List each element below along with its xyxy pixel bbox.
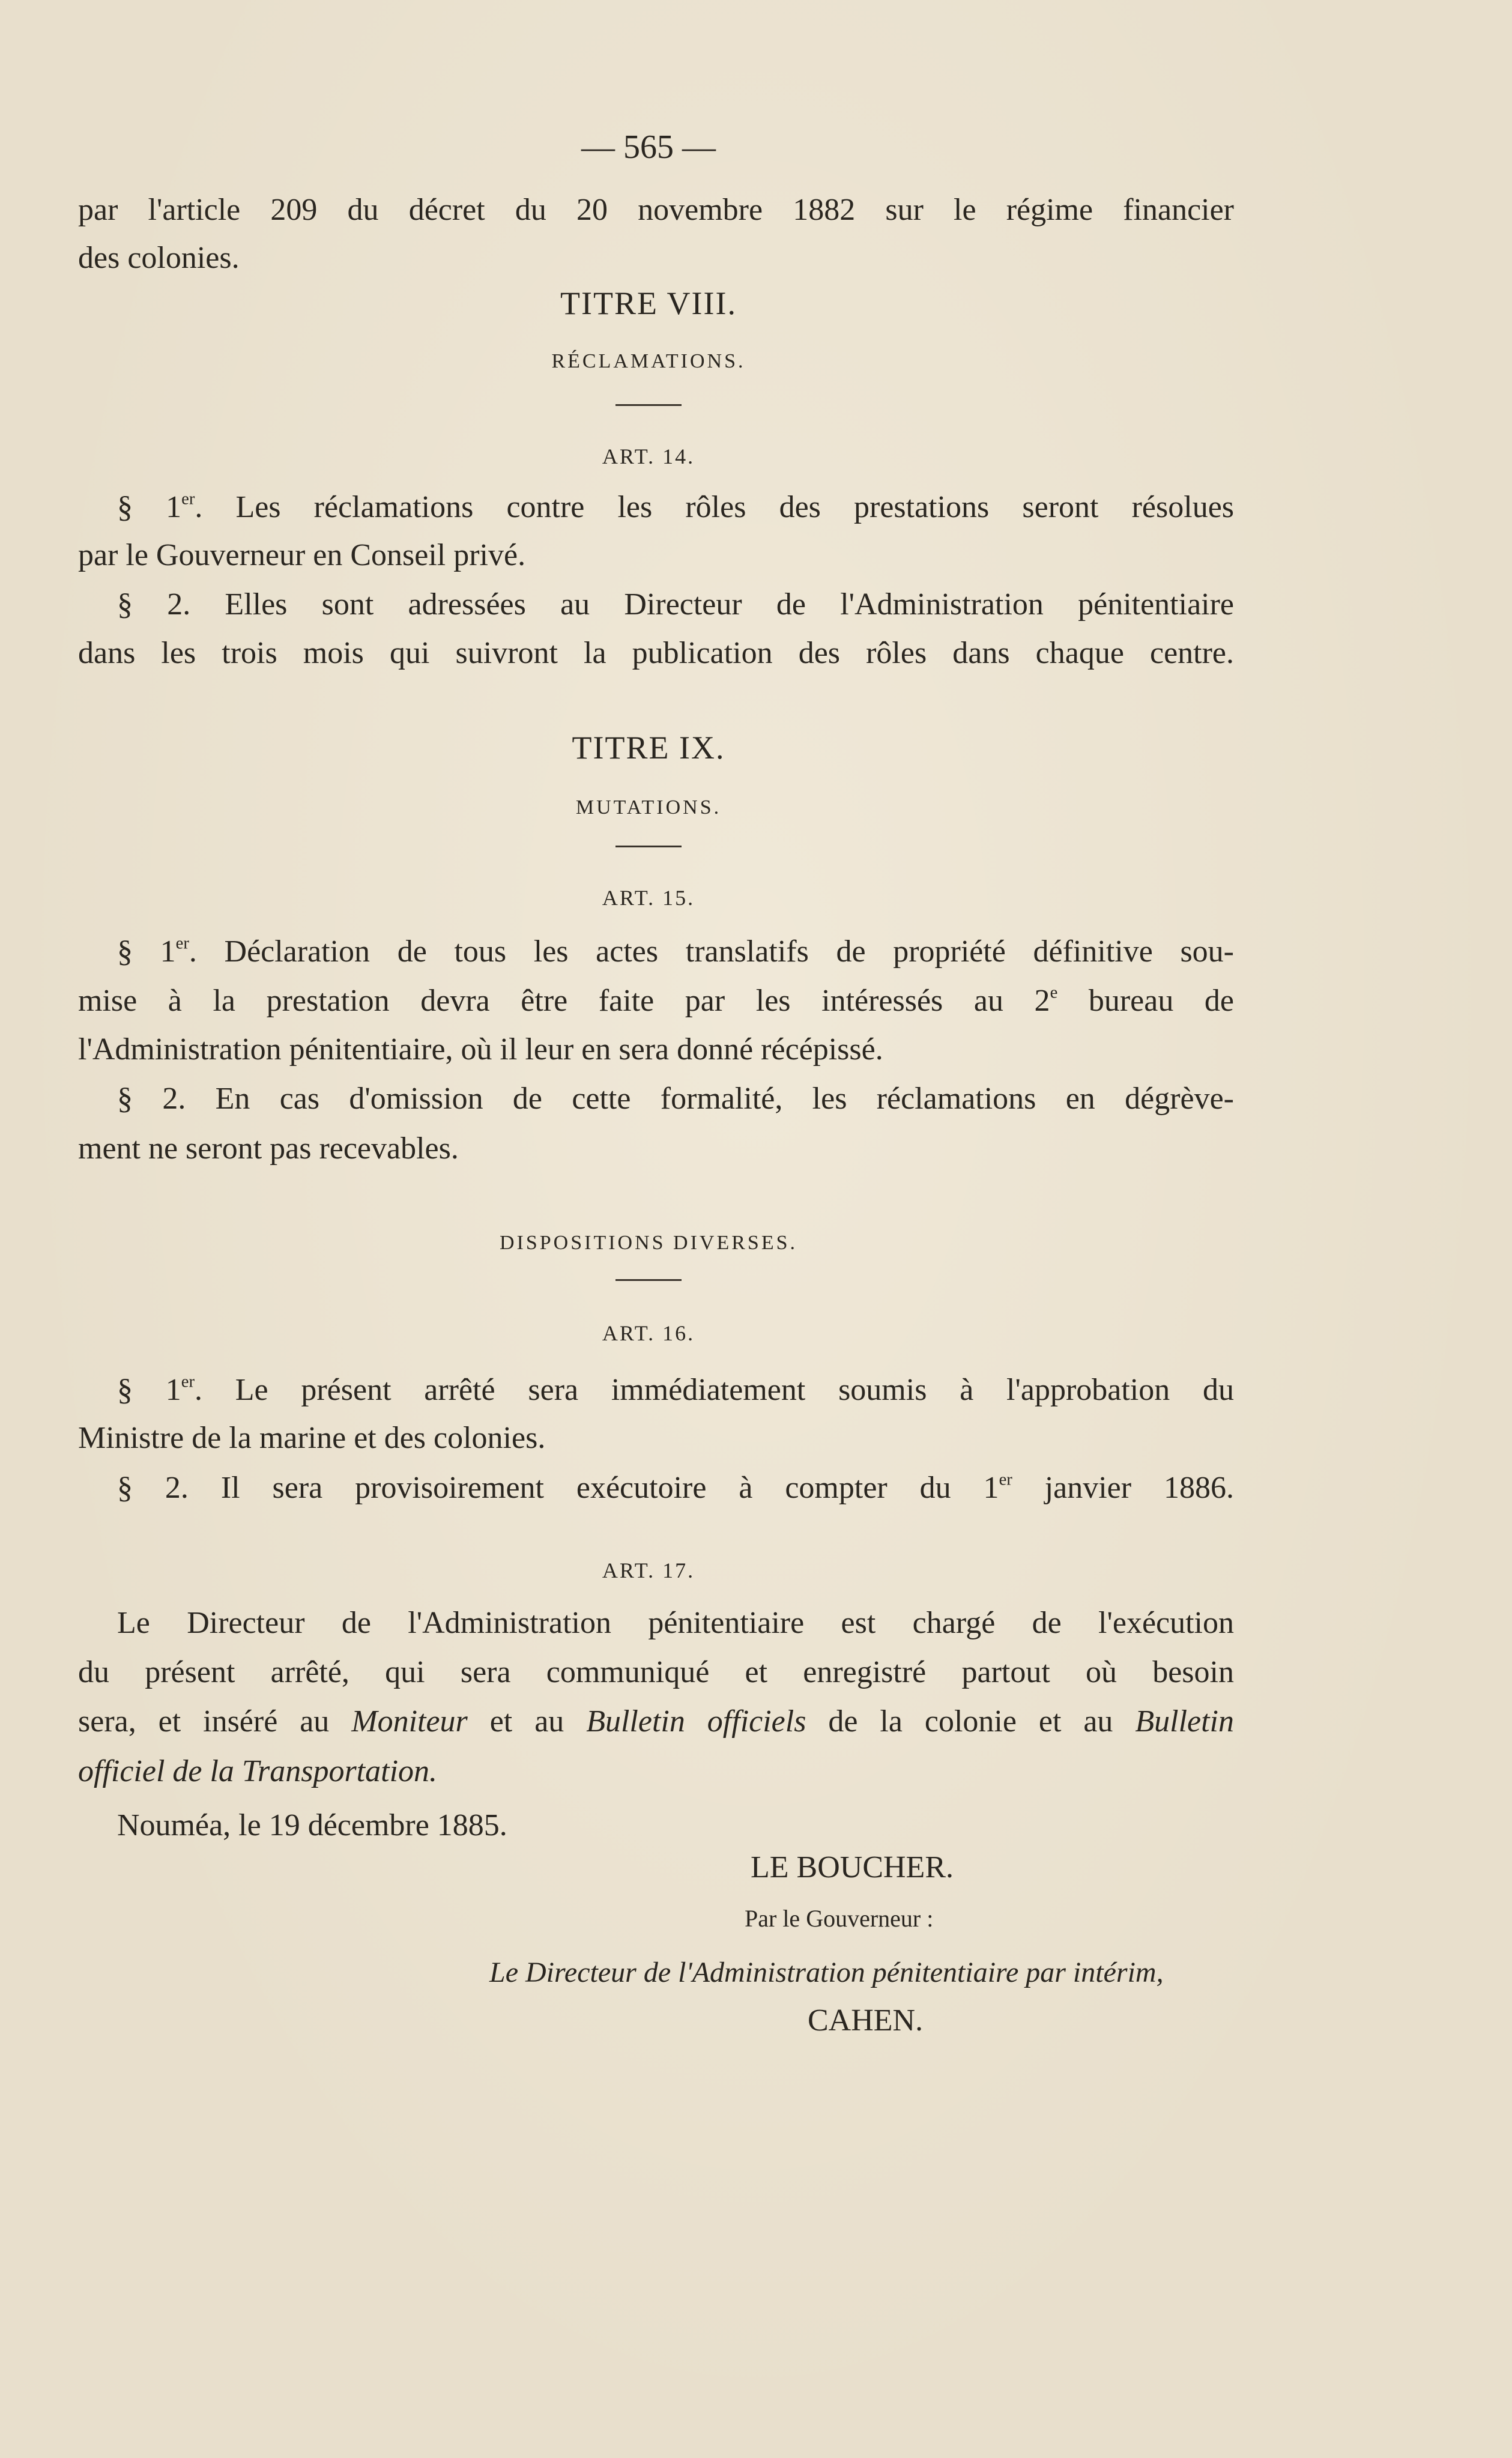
text-line: par le Gouverneur en Conseil privé.: [78, 538, 526, 572]
text-line: ment ne seront pas recevables.: [78, 1131, 459, 1166]
text-line: dans les trois mois qui suivront la publication des rôles dans chaque centre.: [78, 636, 1234, 670]
section-title: TITRE VIII.: [560, 285, 737, 321]
text-line: § 2. Elles sont adressées au Directeur de l'Administration pénitentiaire: [117, 587, 1234, 622]
countersign-title: Le Directeur de l'Administration pénitentiaire par intérim,: [489, 1957, 1164, 1988]
article-heading: ART. 14.: [602, 444, 695, 468]
countersign-label: Par le Gouverneur :: [745, 1905, 934, 1932]
text-line: Ministre de la marine et des colonies.: [78, 1421, 546, 1455]
text-line: sera, et inséré au Moniteur et au Bulletin officiels de la colonie et au Bulletin: [78, 1704, 1234, 1739]
text-line: des colonies.: [78, 241, 240, 275]
article-heading: ART. 17.: [602, 1558, 695, 1582]
signature-director: CAHEN.: [808, 2003, 924, 2038]
text-line: § 1er. Déclaration de tous les actes translatifs de propriété définitive sou-: [117, 934, 1235, 969]
text-line: l'Administration pénitentiaire, où il leur en sera donné récépissé.: [78, 1032, 883, 1067]
page-number: — 565 —: [581, 129, 716, 166]
section-subtitle: RÉCLAMATIONS.: [551, 350, 746, 372]
text-line: § 2. En cas d'omission de cette formalité, les réclamations en dégrève-: [117, 1082, 1234, 1116]
section-subtitle: MUTATIONS.: [575, 796, 722, 819]
text-line: officiel de la Transportation.: [78, 1754, 438, 1788]
text-line: par l'article 209 du décret du 20 novembre 1882 sur le régime financier: [78, 193, 1234, 227]
section-subtitle: DISPOSITIONS DIVERSES.: [499, 1232, 798, 1254]
signature-governor: LE BOUCHER.: [751, 1850, 954, 1884]
text-line: § 1er. Les réclamations contre les rôles des prestations seront résolues: [117, 489, 1235, 524]
article-heading: ART. 16.: [602, 1321, 695, 1345]
text-line: § 1er. Le présent arrêté sera immédiatement soumis à l'approbation du: [117, 1372, 1234, 1407]
text-line: § 2. Il sera provisoirement exécutoire à compter du 1er janvier 1886.: [117, 1470, 1234, 1505]
article-heading: ART. 15.: [602, 886, 695, 910]
divider: [615, 1279, 682, 1281]
divider: [615, 846, 682, 847]
date-line: Nouméa, le 19 décembre 1885.: [117, 1808, 507, 1842]
divider: [615, 404, 682, 406]
text-line: mise à la prestation devra être faite par les intéressés au 2e bureau de: [78, 983, 1235, 1018]
text-line: Le Directeur de l'Administration pénitentiaire est chargé de l'exécution: [117, 1606, 1234, 1640]
section-title: TITRE IX.: [572, 730, 725, 766]
text-line: du présent arrêté, qui sera communiqué et enregistré partout où besoin: [78, 1655, 1234, 1689]
